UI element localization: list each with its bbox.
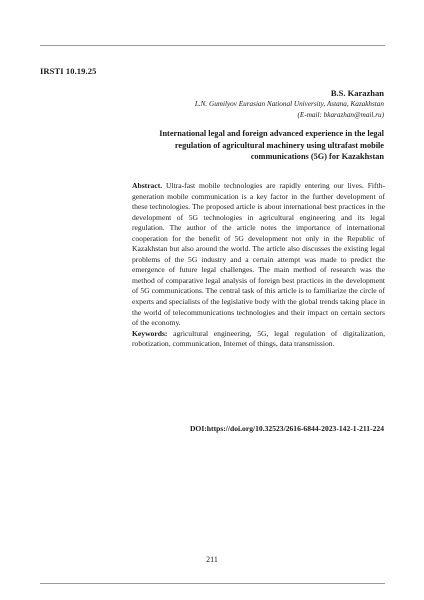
abstract-section	[132, 181, 385, 350]
author-email: (E-mail: bkarazhan@mail.ru)	[297, 111, 384, 119]
keywords-paragraph	[132, 329, 385, 350]
irsti-code: IRSTI 10.19.25	[40, 66, 97, 76]
author-name: B.S. Karazhan	[330, 88, 384, 98]
author-affiliation: L.N. Gumilyov Eurasian National University, Astana, Kazakhstan	[194, 100, 384, 108]
abstract-paragraph	[132, 181, 385, 329]
keywords-text: agricultural engineering, 5G, legal regulation of digitalization, robotization, communication, Internet of things, data transmission.	[132, 328, 385, 349]
page-number: 211	[206, 555, 218, 564]
footer-rule	[40, 583, 385, 584]
author-block	[84, 88, 384, 121]
doi-line: DOI:https://doi.org/10.32523/2616-6844-2023-142-1-211-224	[189, 424, 384, 433]
abstract-label: Abstract.	[132, 181, 163, 190]
abstract-text: Ultra-fast mobile technologies are rapidly entering our lives. Fifth-generation mobile communication is a key factor in the further development of these technologies. The proposed article is about international best practices in the development of 5G technologies in agricultural engineering and its legal regulation. The author of the article notes the importance of international cooperation for the benefit of 5G development not only in the Republic of Kazakhstan but also around the world. The article also discusses the existing legal problems of the 5G industry and a certain attempt was made to predict the emergence of future legal challenges. The main method of research was the method of comparative legal analysis of foreign best practices in the development of 5G communications. The central task of this article is to familiarize the circle of experts and specialists of the legislative body with the global trends taking place in the world of telecommunications technologies and their impact on certain sectors of the economy.	[132, 181, 385, 328]
header-rule	[40, 45, 385, 46]
keywords-label: Keywords:	[132, 328, 168, 338]
article-title: International legal and foreign advanced experience in the legal regulation of agricultural machinery using ultrafast mobile communications (5G) for Kazakhstan	[159, 129, 384, 161]
